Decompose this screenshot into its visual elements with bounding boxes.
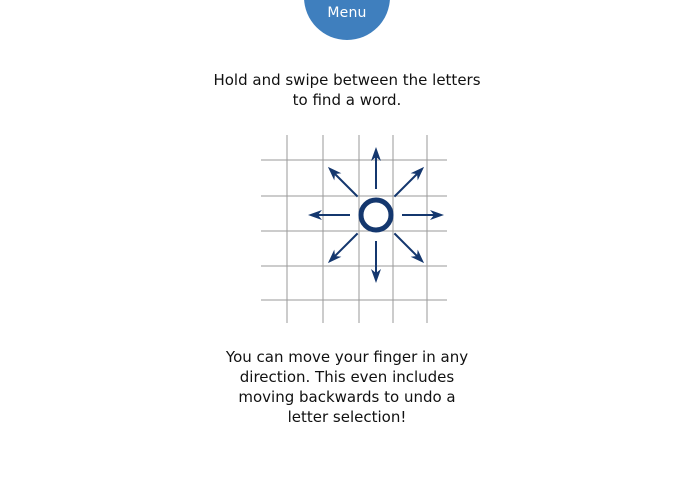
direction-explanation [219,347,475,427]
direction-arrows [308,147,444,283]
arrow-up-left-icon [328,167,358,197]
swipe-instruction-line-2: to find a word. [292,91,402,109]
direction-explanation-line-1: You can move your finger in any [225,348,469,366]
swipe-instruction-line-1: Hold and swipe between the letters [213,71,481,89]
arrow-right-icon [402,210,444,220]
direction-explanation-line-4: letter selection! [287,408,407,426]
arrow-left-icon [308,210,350,220]
arrow-up-icon [371,147,381,189]
arrow-down-left-icon [328,233,358,263]
arrow-up-right-icon [394,167,424,197]
direction-explanation-line-3: moving backwards to undo a [238,388,456,406]
direction-explanation-line-2: direction. This even includes [239,368,455,386]
menu-button[interactable] [304,0,390,40]
start-point-circle-icon [361,200,391,230]
swipe-instruction [197,70,497,110]
arrow-down-icon [371,241,381,283]
letter-grid [261,135,447,323]
swipe-directions-diagram [255,133,451,327]
arrow-down-right-icon [394,233,424,263]
menu-label: Menu [327,5,367,21]
